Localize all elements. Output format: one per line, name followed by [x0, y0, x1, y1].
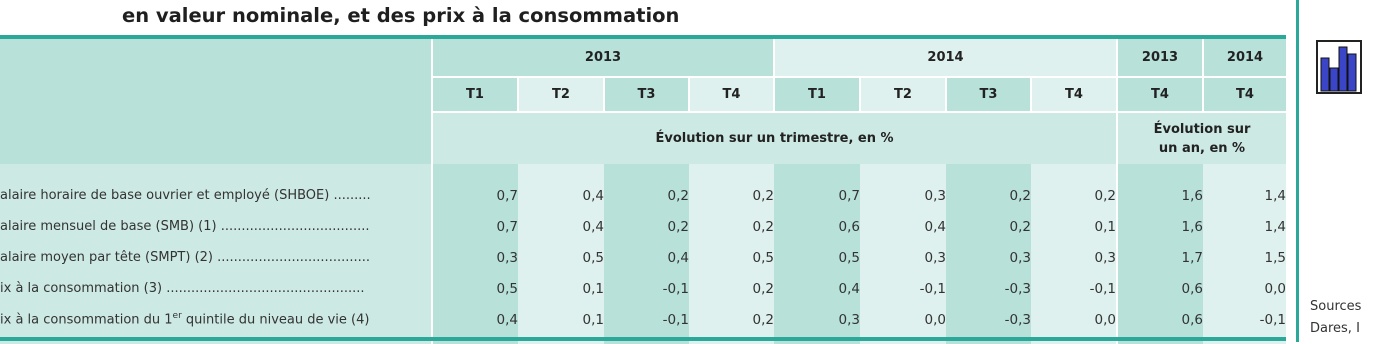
year-2014-annual: 2014	[1203, 39, 1286, 77]
value-cell: 1,6	[1117, 180, 1203, 211]
value-cell: 0,3	[432, 242, 518, 273]
row-label-sup: er	[172, 311, 182, 322]
value-cell: -0,1	[604, 273, 689, 304]
value-cell: 0,0	[860, 304, 946, 335]
evol-an-line1: Évolution sur	[1153, 121, 1251, 137]
header-blank	[0, 39, 432, 164]
year-2013-annual: 2013	[1117, 39, 1203, 77]
row-label: alaire mensuel de base (SMB) (1) ....................................	[0, 211, 432, 242]
quarter-header: T1	[432, 77, 518, 112]
evol-trimestre-label: Évolution sur un trimestre, en %	[432, 112, 1117, 164]
year-2013: 2013	[432, 39, 774, 77]
value-cell: 0,2	[689, 273, 774, 304]
quarter-header: T4	[1117, 77, 1203, 112]
value-cell: 0,1	[1031, 211, 1117, 242]
value-cell: 0,3	[860, 242, 946, 273]
row-label-part: quintile du niveau de vie (4)	[181, 312, 370, 328]
table-row	[0, 242, 1286, 273]
table-row	[0, 211, 1286, 242]
value-cell: 0,3	[774, 304, 860, 335]
data-table	[0, 39, 1286, 344]
evol-an-line2: un an, en %	[1158, 140, 1246, 156]
value-cell: 0,4	[860, 211, 946, 242]
value-cell: 0,2	[946, 211, 1031, 242]
value-cell: 0,4	[774, 273, 860, 304]
value-cell: 0,1	[518, 273, 604, 304]
value-cell: 0,3	[1031, 242, 1117, 273]
value-cell: 0,6	[1117, 273, 1203, 304]
row-label-part: ix à la consommation du 1	[0, 312, 173, 328]
value-cell: 0,0	[1031, 304, 1117, 335]
table-row	[0, 273, 1286, 304]
table-title: en valeur nominale, et des prix à la consommation	[122, 4, 680, 27]
table-row	[0, 180, 1286, 211]
quarter-header: T3	[946, 77, 1031, 112]
quarter-header: T2	[860, 77, 946, 112]
value-cell: 0,6	[1117, 304, 1203, 335]
value-cell: 1,7	[1117, 242, 1203, 273]
quarter-header: T1	[774, 77, 860, 112]
value-cell: 0,2	[604, 211, 689, 242]
sources-note	[1310, 296, 1361, 340]
value-cell: 1,4	[1203, 211, 1286, 242]
quarter-header: T2	[518, 77, 604, 112]
value-cell: 0,2	[689, 211, 774, 242]
row-label: alaire moyen par tête (SMPT) (2) .....................................	[0, 242, 432, 273]
table-row	[0, 304, 1286, 335]
evol-an-label	[1117, 112, 1286, 164]
quarter-header: T4	[689, 77, 774, 112]
row-label	[0, 304, 432, 335]
value-cell: 0,6	[774, 211, 860, 242]
quarter-header: T4	[1031, 77, 1117, 112]
value-cell: 0,7	[432, 211, 518, 242]
value-cell: 0,0	[1203, 273, 1286, 304]
value-cell: 0,2	[946, 180, 1031, 211]
value-cell: 0,2	[689, 304, 774, 335]
value-cell: -0,3	[946, 273, 1031, 304]
value-cell: 0,2	[604, 180, 689, 211]
value-cell: 0,5	[689, 242, 774, 273]
value-cell: 0,1	[518, 304, 604, 335]
value-cell: 0,4	[518, 211, 604, 242]
value-cell: 0,5	[432, 273, 518, 304]
value-cell: 0,2	[1031, 180, 1117, 211]
value-cell: 0,7	[774, 180, 860, 211]
sources-line2: Dares, I	[1310, 321, 1360, 336]
quarter-header: T3	[604, 77, 689, 112]
side-rule	[1296, 0, 1299, 342]
row-label: alaire horaire de base ouvrier et employé (SHBOE) .........	[0, 180, 432, 211]
value-cell: 0,3	[860, 180, 946, 211]
value-cell: -0,1	[1031, 273, 1117, 304]
value-cell: 1,5	[1203, 242, 1286, 273]
value-cell: 1,4	[1203, 180, 1286, 211]
value-cell: -0,3	[946, 304, 1031, 335]
value-cell: 0,5	[774, 242, 860, 273]
bar-chart-icon	[1316, 40, 1362, 94]
value-cell: 0,7	[432, 180, 518, 211]
value-cell: 0,4	[518, 180, 604, 211]
bottom-rule	[0, 337, 1286, 341]
quarter-header: T4	[1203, 77, 1286, 112]
value-cell: -0,1	[604, 304, 689, 335]
sources-line1: Sources	[1310, 299, 1362, 314]
value-cell: 0,4	[432, 304, 518, 335]
value-cell: 0,2	[689, 180, 774, 211]
row-label: ix à la consommation (3) ................................................	[0, 273, 432, 304]
value-cell: -0,1	[860, 273, 946, 304]
value-cell: 0,4	[604, 242, 689, 273]
value-cell: -0,1	[1203, 304, 1286, 335]
value-cell: 0,5	[518, 242, 604, 273]
value-cell: 1,6	[1117, 211, 1203, 242]
value-cell: 0,3	[946, 242, 1031, 273]
year-2014: 2014	[774, 39, 1117, 77]
